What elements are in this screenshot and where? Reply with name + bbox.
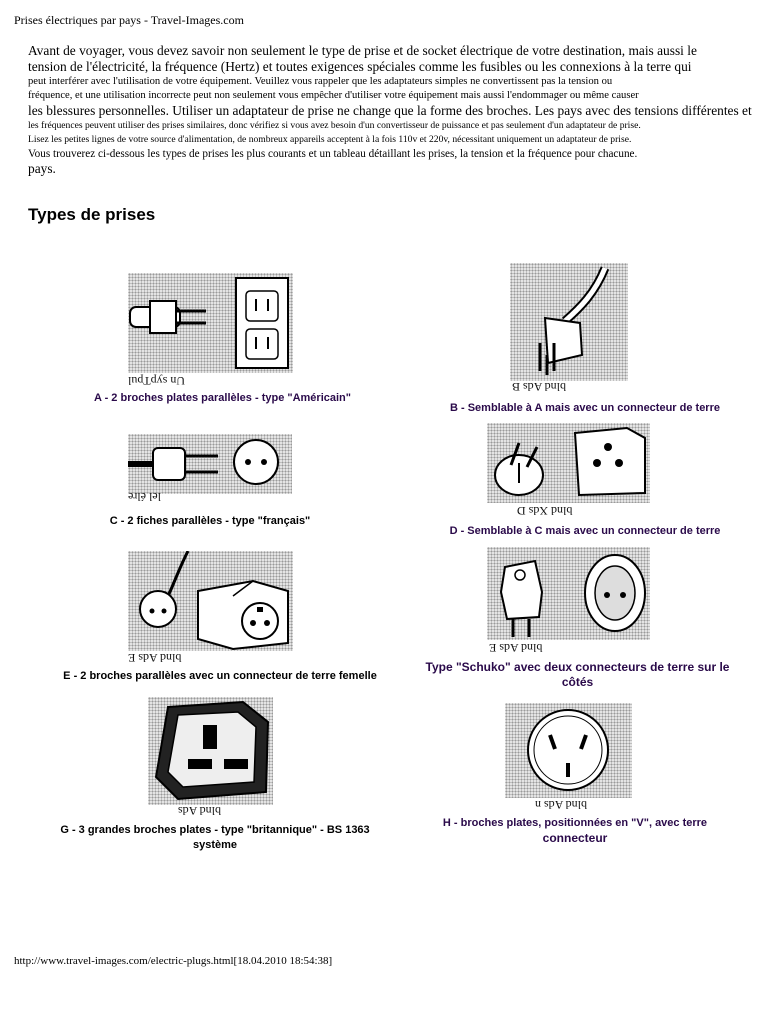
plug-f-image	[487, 547, 650, 640]
plug-b-image	[510, 263, 628, 381]
plug-f-drawing	[487, 547, 650, 640]
section-heading: Types de prises	[28, 205, 156, 224]
plug-e-image-label: blnd Ads E	[128, 651, 182, 665]
plug-a-image-label: Un sypTpul	[128, 374, 185, 388]
plug-g-image-label: blnd Ads	[178, 804, 222, 818]
intro-line: Vous trouverez ci-dessous les types de prises les plus courants et un tableau détaillant les prises, la tension et la fréquence pour chacune.	[28, 148, 638, 160]
plug-g-caption-line1: G - 3 grandes broches plates - type "britannique" - BS 1363	[60, 824, 370, 836]
plug-d-caption: D - Semblable à C mais avec un connecteur de terre	[449, 525, 721, 537]
plug-a-image	[128, 273, 293, 373]
plug-c-image-label: lel élre	[128, 490, 161, 504]
plug-e-image	[128, 551, 293, 651]
intro-line: les fréquences peuvent utiliser des prises similaires, donc vérifiez si vous avez besoin d'un convertisseur de puissance et pas seulement d'un adaptateur de prise.	[28, 120, 641, 131]
intro-line: Avant de voyager, vous devez savoir non seulement le type de prise et de socket électrique de votre destination, mais aussi le	[28, 43, 697, 58]
page-header-title: Prises électriques par pays - Travel-Images.com	[14, 13, 244, 27]
plug-h-image-label: blnd Ads n	[535, 798, 588, 812]
plug-c-image	[128, 434, 292, 494]
plug-e-caption: E - 2 broches parallèles avec un connecteur de terre femelle	[63, 670, 377, 682]
plug-h-image	[505, 703, 632, 798]
plug-a-caption: A - 2 broches plates parallèles - type "Américain"	[93, 392, 351, 404]
plug-g-caption-line2: système	[192, 839, 238, 851]
intro-line: Lisez les petites lignes de votre source d'alimentation, de nombreux appareils acceptent à la fois 110v et 220v, nécessitant uniquement un adaptateur de prise.	[28, 134, 632, 145]
plug-a-drawing	[128, 273, 293, 373]
intro-paragraph	[28, 43, 752, 177]
plug-d-image	[487, 423, 650, 503]
plug-b-image-label: blnd Ads B	[512, 380, 567, 394]
intro-line: les blessures personnelles. Utiliser un adaptateur de prise ne change que la forme des broches. Les pays avec des tensions différentes et	[28, 103, 752, 118]
plug-c-caption: C - 2 fiches parallèles - type "français"	[109, 515, 311, 527]
plug-h-drawing	[505, 703, 632, 798]
plug-f-image-label: blnd Ads E	[489, 641, 543, 655]
plug-c-drawing	[128, 434, 292, 494]
plug-b-drawing	[510, 263, 628, 381]
plug-d-drawing	[487, 423, 650, 503]
plug-g-image	[148, 697, 273, 805]
plug-h-caption-line2: connecteur	[542, 831, 608, 845]
plug-f-caption-line2: côtés	[561, 675, 594, 689]
plug-h-caption-line1: H - broches plates, positionnées en "V", avec terre	[442, 817, 708, 829]
intro-line: peut interférer avec l'utilisation de votre équipement. Veuillez vous rappeler que les adaptateurs simples ne convertissent pas la tension ou	[28, 76, 613, 87]
plug-e-drawing	[128, 551, 293, 651]
footer-url[interactable]: http://www.travel-images.com/electric-plugs.html[18.04.2010 18:54:38]	[14, 955, 333, 967]
intro-line: pays.	[28, 161, 56, 176]
plug-b-caption: B - Semblable à A mais avec un connecteur de terre	[449, 402, 720, 414]
plug-d-image-label: blnd Xds D	[517, 504, 573, 518]
intro-line: tension de l'électricité, la fréquence (Hertz) et toutes exigences spéciales comme les fusibles ou les connexions à la terre qui	[28, 59, 692, 74]
plug-f-caption-line1: Type "Schuko" avec deux connecteurs de terre sur le	[425, 660, 730, 674]
intro-line: fréquence, et une utilisation incorrecte peut non seulement vous empêcher d'utiliser votre équipement mais aussi l'endommager ou même causer	[28, 90, 639, 101]
plug-g-drawing	[148, 697, 273, 805]
